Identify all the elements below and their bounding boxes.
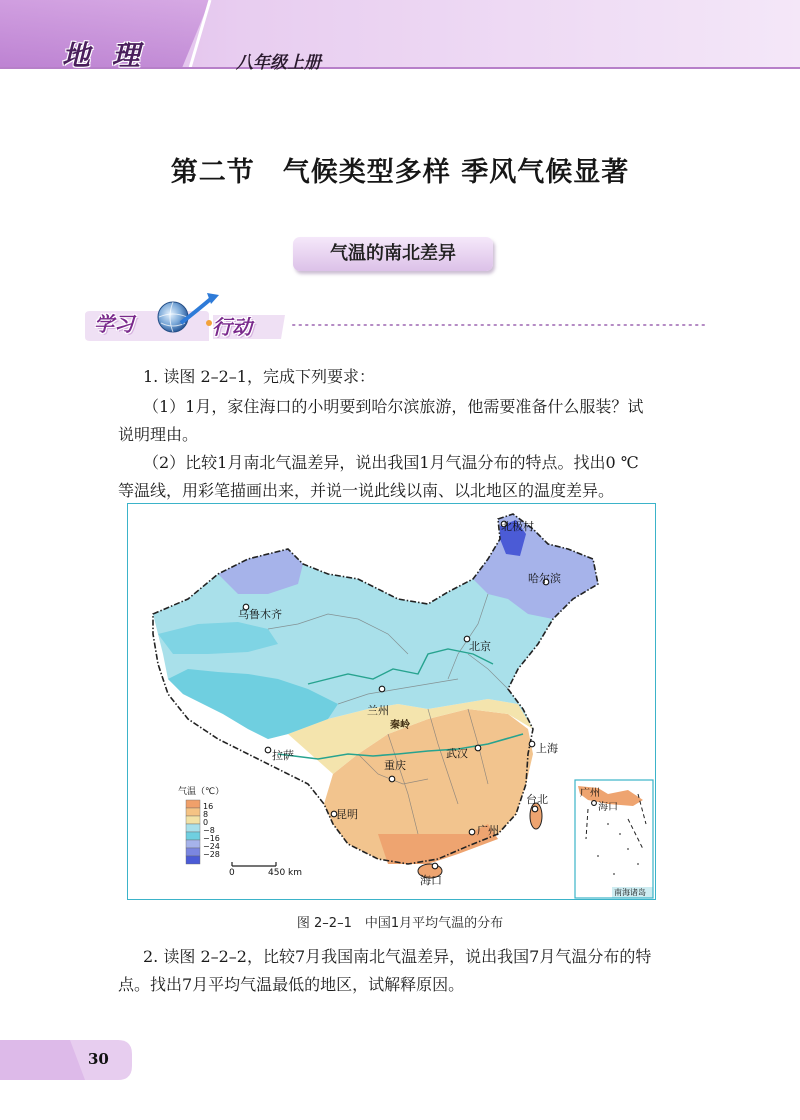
legend-tick-label: 16 xyxy=(203,802,214,811)
temperature-map xyxy=(127,503,656,900)
inset-guangzhou: 广州 xyxy=(580,788,600,799)
legend-swatch xyxy=(186,800,200,808)
city-lanzhou: 兰州 xyxy=(367,704,389,717)
legend-swatch xyxy=(186,840,200,848)
city-lasa: 拉萨 xyxy=(272,749,294,762)
grade-label: 八年级上册 xyxy=(236,53,321,73)
legend-swatch xyxy=(186,848,200,856)
city-taibei: 台北 xyxy=(526,793,548,806)
question1-part2-line2: 等温线，用彩笔描画出来，并说一说此线以南、以北地区的温度差异。 xyxy=(118,481,615,500)
scale-distance-label: 450 km xyxy=(268,868,303,878)
study-label: 学习 xyxy=(94,312,134,336)
legend-swatch xyxy=(186,824,200,832)
action-label: 行动 xyxy=(212,315,252,339)
legend-tick-label: −24 xyxy=(203,842,220,851)
legend-swatch xyxy=(186,808,200,816)
city-wuhan: 武汉 xyxy=(446,747,468,760)
city-chongqing: 重庆 xyxy=(384,759,406,772)
city-haikou: 海口 xyxy=(420,874,442,887)
page-number-tab xyxy=(0,1040,150,1080)
qinling-label: 秦岭 xyxy=(390,720,410,731)
city-wulumuqi: 乌鲁木齐 xyxy=(238,608,282,621)
subject-title: 地 理 xyxy=(62,39,146,72)
section-title: 第二节 气候类型多样 季风气候显著 xyxy=(170,157,630,188)
inset-haikou: 海口 xyxy=(598,802,618,813)
legend-tick-label: 8 xyxy=(203,810,209,819)
legend-color-bar xyxy=(186,800,200,864)
figure-caption: 图 2–2–1 中国1月平均气温的分布 xyxy=(296,916,504,931)
inset-islands-label: 南海诸岛 xyxy=(614,888,646,897)
study-action-banner xyxy=(85,293,705,353)
question1-part1-line1: （1）1月，家住海口的小明要到哈尔滨旅游，他需要准备什么服装？试 xyxy=(143,397,644,416)
city-haerbin: 哈尔滨 xyxy=(528,572,561,585)
legend-title: 气温（℃） xyxy=(178,787,225,797)
city-shanghai: 上海 xyxy=(536,742,558,755)
question1-part1-line2: 说明理由。 xyxy=(118,425,199,444)
legend-tick-label: −16 xyxy=(203,834,220,843)
city-guangzhou: 广州 xyxy=(477,824,499,837)
city-beijicun: 北极村 xyxy=(501,520,534,533)
question2-line1: 2. 读图 2–2–2，比较7月我国南北气温差异，说出我国7月气温分布的特 xyxy=(143,947,652,966)
legend-swatch xyxy=(186,832,200,840)
legend-tick-label: 0 xyxy=(203,818,209,827)
legend-swatch xyxy=(186,856,200,864)
page-number: 30 xyxy=(88,1050,109,1068)
legend-tick-label: −28 xyxy=(203,850,220,859)
scale-zero-label: 0 xyxy=(229,868,235,878)
city-kunming: 昆明 xyxy=(336,808,358,821)
question1-intro: 1. 读图 2–2–1，完成下列要求： xyxy=(143,367,375,386)
question1-part2-line1: （2）比较1月南北气温差异，说出我国1月气温分布的特点。找出0 ℃ xyxy=(143,453,639,472)
legend-tick-label: −8 xyxy=(203,826,215,835)
question2-line2: 点。找出7月平均气温最低的地区，试解释原因。 xyxy=(118,975,465,994)
city-beijing: 北京 xyxy=(469,640,491,653)
topic-tag: 气温的南北差异 xyxy=(293,237,493,271)
legend-swatch xyxy=(186,816,200,824)
